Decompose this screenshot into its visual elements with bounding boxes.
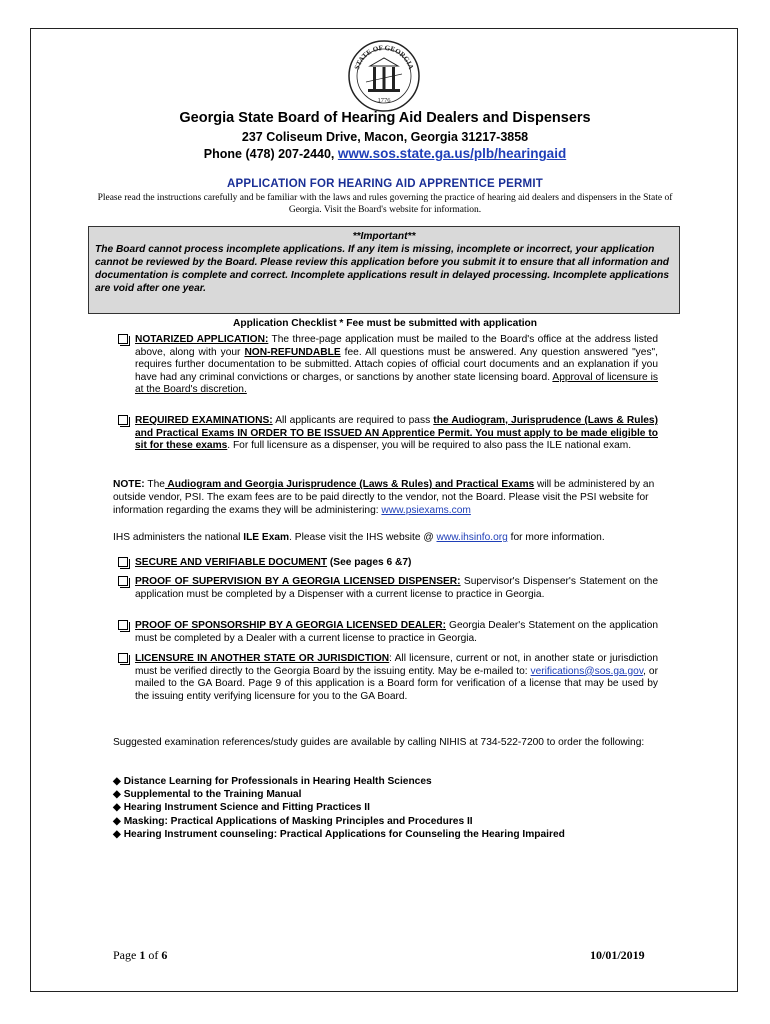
board-website-link[interactable]: www.sos.state.ga.us/plb/hearingaid <box>337 146 567 161</box>
checklist-title: Application Checklist * Fee must be submitted with application <box>233 318 537 329</box>
page-number <box>113 948 167 963</box>
study-guide-title: Hearing Instrument Science and Fitting Practices II <box>123 802 370 814</box>
revision-date: 10/01/2019 <box>590 948 645 962</box>
board-title: Georgia State Board of Hearing Aid Dealers and Dispensers <box>179 110 591 126</box>
notarized-text-2: fee. All questions must be answered. Any question answered "yes", requires further documentation to be submitted. Attach copies of official court documents and an explanation if you have had any criminal convictions or charges, or sanctions by another state licensing board. <box>135 346 658 383</box>
exams-requirement: the Audiogram, Jurisprudence (Laws & Rules) and Practical Exams IN ORDER TO BE ISSUED AN Apprentice Permit. You must apply to be made eligible to sit for these exams <box>135 415 658 452</box>
ihs-paragraph <box>113 531 661 544</box>
exams-text-1: All applicants are required to pass <box>272 415 434 426</box>
study-guide-item <box>113 828 661 841</box>
checkbox-exams[interactable] <box>118 415 128 425</box>
georgia-state-seal-icon <box>346 38 422 114</box>
diamond-bullet-icon: ◆ <box>113 828 121 840</box>
ihs-text-2: . Please visit the IHS website @ <box>289 532 437 543</box>
study-guide-title: Supplemental to the Training Manual <box>123 789 302 801</box>
exams-label: REQUIRED EXAMINATIONS: <box>135 415 273 426</box>
checkbox-supervision[interactable] <box>118 576 128 586</box>
page-prefix: Page <box>113 948 140 962</box>
notarized-text-1: The three-page application must be mailed to the Board's office at the address listed above, along with your <box>135 334 658 358</box>
notarized-approval: Approval of licensure is at the Board's discretion. <box>135 371 658 396</box>
important-notice-box <box>88 226 680 314</box>
note-prefix: NOTE: <box>113 479 145 490</box>
board-address: 237 Coliseum Drive, Macon, Georgia 31217-3858 <box>241 130 529 144</box>
instructions-text: Please read the instructions carefully and be familiar with the laws and rules governing the practice of hearing aid dealers and dispensers in the State of Georgia. Visit the Board's website for information. <box>97 193 673 215</box>
checklist-item-secure-document <box>118 557 658 570</box>
supervision-text: Supervisor's Dispenser's Statement on the application must be completed by a Dispenser with a current license to practice in Georgia. <box>135 576 658 600</box>
application-title: APPLICATION FOR HEARING AID APPRENTICE PERMIT <box>227 178 543 190</box>
checklist-item-notarized <box>118 334 658 397</box>
exams-text-2: . For full licensure as a dispenser, you will be required to also pass the ILE national exam. <box>227 440 632 452</box>
sponsorship-text: Georgia Dealer's Statement on the application must be completed by a Dealer with a current license to practice in Georgia. <box>135 620 659 644</box>
seal-top-text: STATE OF GEORGIA <box>352 43 416 71</box>
checklist-item-exams <box>118 415 658 453</box>
licensure-text-2: , or mailed to the GA Board. Page 9 of this application is a Board form for verification of a license that may be used by the issuing entity verifying licensure for you to the GA Board. <box>135 665 658 702</box>
study-guide-title: Hearing Instrument counseling: Practical Applications for Counseling the Hearing Impaired <box>123 828 565 840</box>
checkbox-notarized[interactable] <box>118 334 128 344</box>
licensure-text-1: : All licensure, current or not, in another state or jurisdiction must be verified directly to the Georgia Board by the issuing entity. May be e-mailed to: <box>135 653 658 677</box>
note-paragraph <box>113 478 661 517</box>
checkbox-secure-document[interactable] <box>118 557 128 567</box>
verifications-email-link[interactable]: verifications@sos.ga.gov <box>530 665 644 677</box>
secure-suffix: (See pages 6 &7) <box>327 557 412 568</box>
study-guide-item <box>113 815 661 828</box>
study-guides-intro: Suggested examination references/study guides are available by calling NIHIS at 734-522-7200 to order the following: <box>113 737 645 748</box>
page-of: of <box>145 948 162 962</box>
diamond-bullet-icon: ◆ <box>113 802 121 814</box>
important-heading: **Important** <box>352 231 416 242</box>
checklist-item-supervision <box>118 576 658 601</box>
psi-website-link[interactable]: www.psiexams.com <box>381 505 471 516</box>
diamond-bullet-icon: ◆ <box>113 789 121 801</box>
board-phone: Phone (478) 207-2440, <box>203 147 338 161</box>
ihs-text-1: IHS administers the national <box>113 532 244 543</box>
checklist-item-other-licensure <box>118 653 658 703</box>
important-body: The Board cannot process incomplete applications. If any item is missing, incomplete or incorrect, your application cannot be reviewed by the Board. Please review this application before you submit it to ensure that all information and documentation is complete and correct. Incomplete applications result in delayed processing. Incomplete applications are void after one year. <box>95 244 670 294</box>
note-exams: Audiogram and Georgia Jurisprudence (Laws & Rules) and Practical Exams <box>164 479 535 490</box>
study-guide-item <box>113 775 661 788</box>
ihs-website-link[interactable]: www.ihsinfo.org <box>436 532 508 543</box>
note-text-1: The <box>144 479 165 490</box>
secure-label: SECURE AND VERIFIABLE DOCUMENT <box>135 557 328 568</box>
diamond-bullet-icon: ◆ <box>113 815 121 827</box>
licensure-label: LICENSURE IN ANOTHER STATE OR JURISDICTION <box>135 653 390 664</box>
supervision-label: PROOF OF SUPERVISION BY A GEORGIA LICENSED DISPENSER: <box>135 576 461 587</box>
page-total: 6 <box>161 948 168 962</box>
ihs-text-3: for more information. <box>507 532 605 543</box>
page-current: 1 <box>139 948 146 962</box>
ihs-ile-exam: ILE Exam <box>243 532 290 543</box>
study-guide-item <box>113 801 661 814</box>
checkbox-sponsorship[interactable] <box>118 620 128 630</box>
sponsorship-label: PROOF OF SPONSORSHIP BY A GEORGIA LICENSED DEALER: <box>135 620 447 631</box>
notarized-label: NOTARIZED APPLICATION: <box>135 334 269 345</box>
seal-year: 1776 <box>377 97 391 104</box>
checkbox-other-licensure[interactable] <box>118 653 128 663</box>
study-guide-title: Masking: Practical Applications of Masking Principles and Procedures II <box>123 815 473 827</box>
note-text-2: will be administered by an outside vendor, PSI. The exam fees are to be paid directly to the vendor, not the Board. Please visit the PSI website for information regarding the exams they will be administering: <box>113 479 655 516</box>
study-guide-title: Distance Learning for Professionals in Hearing Health Sciences <box>123 776 432 787</box>
checklist-item-sponsorship <box>118 620 658 645</box>
study-guide-item <box>113 788 661 801</box>
diamond-bullet-icon: ◆ <box>113 776 121 787</box>
board-contact <box>0 146 770 161</box>
notarized-fee: NON-REFUNDABLE <box>244 346 341 358</box>
study-guides-list <box>113 775 661 841</box>
